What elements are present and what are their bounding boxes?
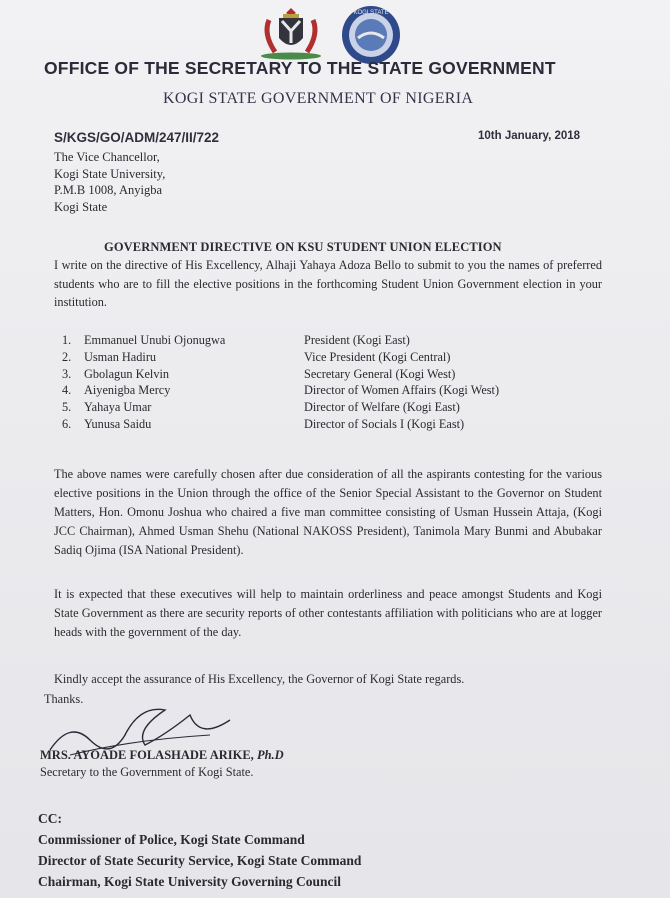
intro-paragraph: I write on the directive of His Excellency, Alhaji Yahaya Adoza Bello to submit to you the names of preferred students who are to fill the elective positions in the forthcoming Student Union Government election in your institution. (54, 258, 602, 309)
signatory-degree: Ph.D (256, 748, 284, 762)
address-line: Kogi State (54, 199, 108, 214)
cc-recipient: Commissioner of Police, Kogi State Command (38, 832, 305, 847)
candidate-number: 3. (62, 366, 72, 381)
reference-number: S/KGS/GO/ADM/247/II/722 (54, 130, 220, 145)
signatory-name (40, 748, 284, 763)
expectation-paragraph: It is expected that these executives will help to maintain orderliness and peace amongst Students and Kogi State Government as there are security reports of other contestants affiliation with politicians who are at logger heads with the government of the day. (54, 587, 602, 639)
signatory-name-text: MRS. AYOADE FOLASHADE ARIKE, (40, 748, 254, 762)
selection-paragraph: The above names were carefully chosen after due consideration of all the aspirants contesting for the various elective positions in the Union through the office of the Senior Special Assistant to the Governor on Student Matters, Hon. Omonu Joshua who chaired a five man committee consisting of Usman Hussein Attaja, (Kogi JCC Chairman), Ahmed Usman Shehu (National NAKOSS President), Tanimola Mary Bunmi and Abubakar Sadiq Ojima (ISA National President). (54, 467, 602, 557)
candidate-number: 6. (62, 416, 72, 431)
cc-block (38, 808, 361, 892)
candidate-name: Emmanuel Unubi Ojonugwa (84, 333, 226, 347)
candidate-number: 5. (62, 400, 72, 415)
cc-label: CC: (38, 811, 62, 826)
address-line: P.M.B 1008, Anyigba (54, 183, 163, 197)
closing-paragraph: Kindly accept the assurance of His Excellency, the Governor of Kogi State regards. (54, 672, 465, 686)
address-line: The Vice Chancellor, (54, 150, 160, 164)
seal-text: KOGI STATE (353, 10, 389, 16)
cc-recipient: Director of State Security Service, Kogi State Command (38, 853, 362, 868)
candidate-name: Aiyenigba Mercy (84, 383, 171, 398)
thanks-line: Thanks. (44, 692, 84, 706)
candidate-name: Usman Hadiru (84, 349, 157, 364)
letter-subject: GOVERNMENT DIRECTIVE ON KSU STUDENT UNION ELECTION (104, 240, 502, 254)
recipient-address (54, 149, 165, 215)
candidate-number: 2. (62, 349, 72, 364)
candidate-position: Director of Welfare (Kogi East) (304, 400, 460, 415)
candidate-position: Director of Women Affairs (Kogi West) (304, 383, 500, 398)
candidate-position: Director of Socials I (Kogi East) (304, 416, 465, 431)
candidate-position: Secretary General (Kogi West) (304, 366, 456, 381)
candidate-number: 4. (62, 383, 72, 398)
nigeria-coat-of-arms-icon (255, 2, 327, 60)
cc-recipient: Chairman, Kogi State University Governing Council (38, 874, 341, 889)
signatory-title: Secretary to the Government of Kogi State. (40, 765, 254, 779)
letter-date: 10th January, 2018 (478, 130, 581, 142)
candidate-name: Gbolagun Kelvin (84, 366, 170, 381)
kogi-state-seal-icon (340, 4, 402, 66)
candidate-name: Yahaya Umar (84, 400, 152, 415)
office-heading: OFFICE OF THE SECRETARY TO THE STATE GOVERNMENT (44, 58, 556, 78)
address-line: Kogi State University, (54, 166, 166, 181)
candidate-position: President (Kogi East) (304, 333, 410, 347)
government-subheading: KOGI STATE GOVERNMENT OF NIGERIA (163, 90, 474, 107)
candidate-name: Yunusa Saidu (84, 416, 152, 431)
candidate-number: 1. (62, 333, 72, 347)
candidate-position: Vice President (Kogi Central) (304, 349, 451, 364)
